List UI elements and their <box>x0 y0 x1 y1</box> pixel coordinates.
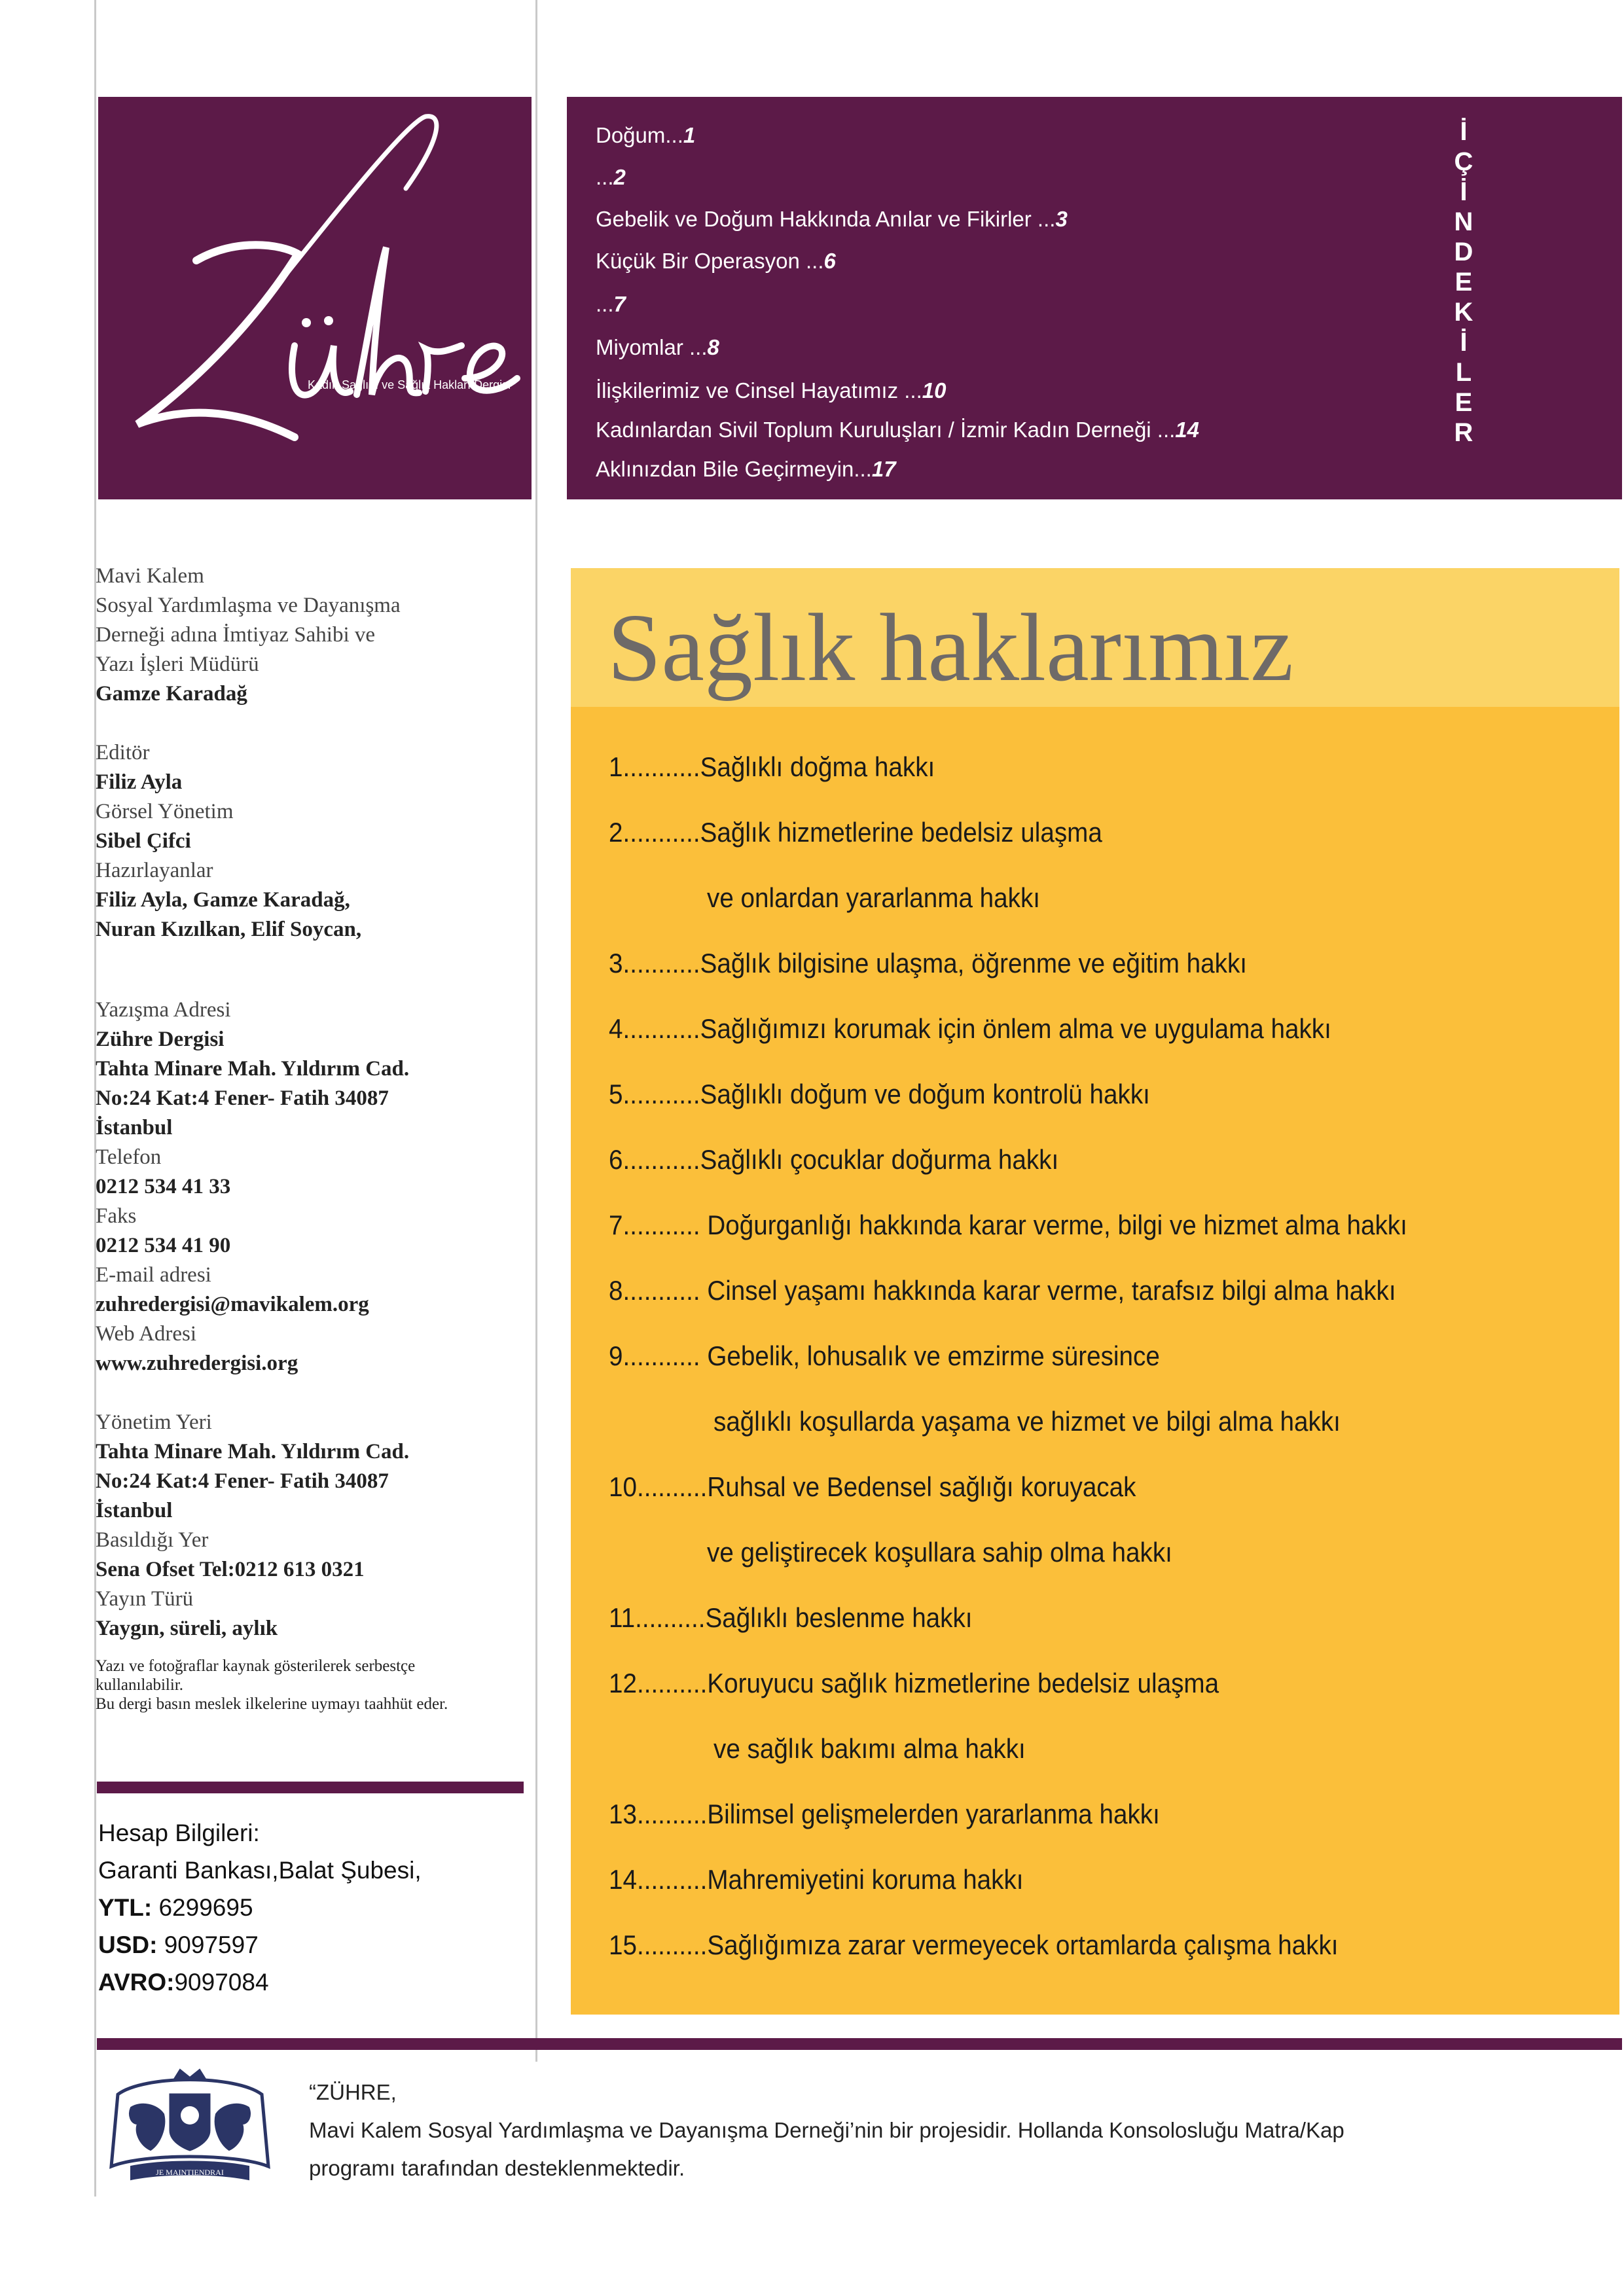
netherlands-crest-icon <box>105 2068 275 2189</box>
address-label: Yazışma Adresi <box>96 998 231 1022</box>
toc-heading-letter: İ <box>1460 177 1468 206</box>
toc-item-label: Küçük Bir Operasyon ... <box>596 249 824 273</box>
owner-label: Yazı İşleri Müdürü <box>96 653 259 676</box>
right-item-continued: sağlıklı koşullarda yaşama ve hizmet ve bilgi alma hakkı <box>713 1406 1341 1437</box>
footer-line: “ZÜHRE, <box>309 2080 397 2104</box>
toc-item-page: 8 <box>707 335 719 359</box>
management-label: Yönetim Yeri <box>96 1410 212 1434</box>
imprint-column <box>96 562 521 1713</box>
owner-label: Sosyal Yardımlaşma ve Dayanışma <box>96 594 401 617</box>
web-link[interactable]: www.zuhredergisi.org <box>96 1352 298 1375</box>
fax-label: Faks <box>96 1204 137 1228</box>
toc-item-label: Kadınlardan Sivil Toplum Kuruluşları / İzmir Kadın Derneği ... <box>596 418 1176 442</box>
bank-title: Hesap Bilgileri: <box>98 1820 260 1846</box>
bank-name: Garanti Bankası,Balat Şubesi, <box>98 1857 422 1884</box>
right-item: 9........... Gebelik, lohusalık ve emzirme süresince <box>609 1340 1160 1371</box>
fax-value: 0212 534 41 90 <box>96 1234 231 1257</box>
avro-label: AVRO: <box>98 1969 175 1996</box>
toc-item[interactable] <box>596 207 1068 232</box>
right-item-continued: ve onlardan yararlanma hakkı <box>707 882 1041 913</box>
bank-avro <box>98 1964 524 2001</box>
avro-value: 9097084 <box>174 1969 269 1996</box>
right-item: 1...........Sağlıklı doğma hakkı <box>609 751 935 782</box>
bank-ytl <box>98 1889 524 1926</box>
usage-note: Yazı ve fotoğraflar kaynak gösterilerek serbestçe <box>96 1657 416 1675</box>
editor-label: Editör <box>96 741 150 764</box>
management-line: İstanbul <box>96 1499 173 1522</box>
right-item: 2...........Sağlık hizmetlerine bedelsiz ulaşma <box>609 817 1102 848</box>
toc-heading-letter: D <box>1454 238 1473 266</box>
crest-motto: JE MAINTIENDRAI <box>156 2168 224 2177</box>
right-item: 14..........Mahremiyetini koruma hakkı <box>609 1864 1024 1895</box>
toc-item[interactable] <box>596 418 1199 442</box>
toc-item-label: Aklınızdan Bile Geçirmeyin... <box>596 457 872 481</box>
toc-item-page: 3 <box>1055 207 1068 231</box>
ytl-value: 6299695 <box>152 1894 253 1921</box>
type-label: Yayın Türü <box>96 1587 194 1611</box>
toc-item-page: 17 <box>871 457 896 481</box>
phone-value: 0212 534 41 33 <box>96 1175 231 1198</box>
owner-label: Derneği adına İmtiyaz Sahibi ve <box>96 623 376 647</box>
toc-item-label: Gebelik ve Doğum Hakkında Anılar ve Fikirler ... <box>596 207 1056 231</box>
usd-value: 9097597 <box>157 1931 259 1958</box>
toc-item[interactable] <box>596 249 836 274</box>
rights-title: Sağlık haklarımız <box>607 594 1294 702</box>
toc-heading <box>1444 117 1483 476</box>
table-of-contents <box>567 97 1622 499</box>
owner-name: Gamze Karadağ <box>96 682 247 706</box>
visual-label: Görsel Yönetim <box>96 800 234 823</box>
toc-heading-letter: R <box>1454 418 1473 447</box>
toc-item[interactable] <box>596 335 719 360</box>
print-value: Sena Ofset Tel:0212 613 0321 <box>96 1558 365 1581</box>
right-item-continued: ve geliştirecek koşullara sahip olma hakkı <box>707 1537 1172 1568</box>
toc-item[interactable] <box>596 123 695 148</box>
toc-heading-letter: Ç <box>1454 147 1473 176</box>
toc-item-page: 6 <box>823 249 836 273</box>
logo-subtitle: Kadın Sağlığı ve Sağlık Hakları Dergisi <box>308 378 511 391</box>
toc-heading-letter: K <box>1454 298 1473 327</box>
footer-text <box>309 2073 1585 2187</box>
toc-heading-letter: E <box>1454 388 1473 417</box>
imprint-divider <box>97 1782 524 1793</box>
toc-item[interactable] <box>596 378 946 403</box>
print-label: Basıldığı Yer <box>96 1528 209 1552</box>
address-line: Zühre Dergisi <box>96 1028 225 1051</box>
toc-heading-letter: N <box>1454 207 1473 236</box>
footer-line: Mavi Kalem Sosyal Yardımlaşma ve Dayanışma Derneği’nin bir projesidir. Hollanda Konsolosluğu Matra/Kap <box>309 2118 1344 2142</box>
owner-label: Mavi Kalem <box>96 564 204 588</box>
toc-item-label: ... <box>596 165 614 189</box>
editor-name: Filiz Ayla <box>96 770 183 794</box>
toc-heading-letter: İ <box>1460 328 1468 357</box>
footer-divider <box>97 2038 1622 2050</box>
toc-item-label: Miyomlar ... <box>596 335 708 359</box>
address-line: Tahta Minare Mah. Yıldırım Cad. <box>96 1057 410 1081</box>
footer-line: programı tarafından desteklenmektedir. <box>309 2156 685 2180</box>
ytl-label: YTL: <box>98 1894 153 1921</box>
right-item: 6...........Sağlıklı çocuklar doğurma hakkı <box>609 1144 1059 1175</box>
web-label: Web Adresi <box>96 1322 197 1346</box>
right-item: 13..........Bilimsel gelişmelerden yararlanma hakkı <box>609 1799 1160 1829</box>
column-divider-line <box>535 0 537 2062</box>
right-item: 5...........Sağlıklı doğum ve doğum kontrolü hakkı <box>609 1079 1150 1109</box>
toc-heading-letter: L <box>1455 358 1472 387</box>
address-line: İstanbul <box>96 1116 173 1139</box>
type-value: Yaygın, süreli, aylık <box>96 1617 278 1640</box>
right-item: 3...........Sağlık bilgisine ulaşma, öğrenme ve eğitim hakkı <box>609 948 1248 978</box>
right-item: 15..........Sağlığımıza zarar vermeyecek ortamlarda çalışma hakkı <box>609 1929 1339 1960</box>
prepared-names: Filiz Ayla, Gamze Karadağ, <box>96 888 350 912</box>
zuhre-logo <box>98 97 532 499</box>
right-item: 7........... Doğurganlığı hakkında karar verme, bilgi ve hizmet alma hakkı <box>609 1210 1407 1240</box>
prepared-label: Hazırlayanlar <box>96 859 213 882</box>
toc-item-page: 10 <box>922 378 947 403</box>
toc-item-label: Doğum... <box>596 123 683 147</box>
usage-note: kullanılabilir. <box>96 1676 184 1694</box>
email-link[interactable]: zuhredergisi@mavikalem.org <box>96 1293 369 1316</box>
right-item: 8........... Cinsel yaşamı hakkında karar verme, tarafsız bilgi alma hakkı <box>609 1275 1396 1306</box>
zuhre-logo-script <box>98 97 532 499</box>
phone-label: Telefon <box>96 1145 162 1169</box>
email-label: E-mail adresi <box>96 1263 211 1287</box>
right-item-continued: ve sağlık bakımı alma hakkı <box>713 1733 1026 1764</box>
toc-item[interactable] <box>596 292 626 317</box>
right-item: 11..........Sağlıklı beslenme hakkı <box>609 1602 973 1633</box>
toc-item[interactable] <box>596 165 626 190</box>
toc-item-page: 14 <box>1175 418 1200 442</box>
bank-usd <box>98 1926 524 1964</box>
toc-item-label: ... <box>596 292 614 316</box>
toc-item-page: 7 <box>613 292 626 316</box>
address-line: No:24 Kat:4 Fener- Fatih 34087 <box>96 1086 389 1110</box>
usd-label: USD: <box>98 1931 158 1958</box>
toc-heading-letter: E <box>1454 268 1473 296</box>
right-item: 4...........Sağlığımızı korumak için önlem alma ve uygulama hakkı <box>609 1013 1331 1044</box>
prepared-names: Nuran Kızılkan, Elif Soycan, <box>96 918 362 941</box>
toc-heading-letter: İ <box>1460 117 1468 146</box>
right-item: 10..........Ruhsal ve Bedensel sağlığı koruyacak <box>609 1471 1136 1502</box>
management-line: Tahta Minare Mah. Yıldırım Cad. <box>96 1440 410 1463</box>
usage-note: Bu dergi basın meslek ilkelerine uymayı taahhüt eder. <box>96 1695 448 1713</box>
toc-item-page: 1 <box>683 123 696 147</box>
toc-item-label: İlişkilerimiz ve Cinsel Hayatımız ... <box>596 378 922 403</box>
management-line: No:24 Kat:4 Fener- Fatih 34087 <box>96 1469 389 1493</box>
bank-info <box>98 1814 524 2001</box>
crest-drawing <box>105 2068 275 2189</box>
toc-item-page: 2 <box>613 165 626 189</box>
right-item: 12..........Koruyucu sağlık hizmetlerine bedelsiz ulaşma <box>609 1668 1219 1698</box>
toc-item[interactable] <box>596 457 896 482</box>
visual-name: Sibel Çifci <box>96 829 191 853</box>
